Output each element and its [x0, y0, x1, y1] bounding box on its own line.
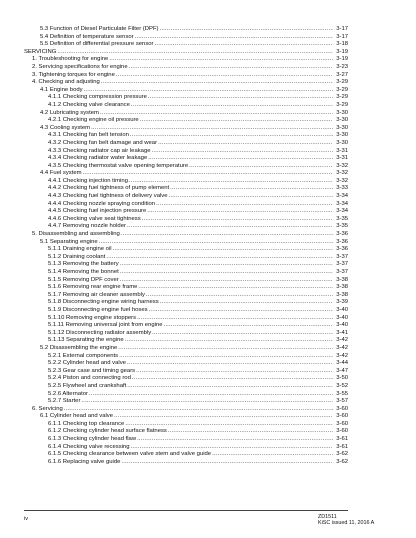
document-info: [318, 514, 374, 527]
toc-entry-page: 3-37: [336, 261, 348, 268]
toc-entry[interactable]: [24, 94, 348, 102]
dot-leader: [91, 125, 333, 133]
dot-leader: [121, 231, 333, 239]
toc-entry-title: 5. Disassembling and assembling: [32, 231, 120, 238]
toc-entry-page: 3-36: [336, 246, 348, 253]
toc-entry-page: 3-32: [336, 170, 348, 177]
dot-leader: [136, 368, 333, 376]
toc-entry-page: 3-33: [336, 185, 348, 192]
toc-entry-page: 3-60: [336, 428, 348, 435]
toc-entry[interactable]: [24, 368, 348, 376]
dot-leader: [130, 132, 333, 140]
dot-leader: [135, 34, 333, 42]
toc-entry-title: SERVICING: [24, 48, 57, 55]
dot-leader: [113, 246, 333, 254]
toc-entry-page: 3-62: [336, 451, 348, 458]
dot-leader: [146, 292, 333, 300]
toc-entry-title: 5.1.3 Removing the battery: [48, 261, 119, 268]
toc-entry-page: 3-39: [336, 299, 348, 306]
toc-entry-page: 3-34: [336, 208, 348, 215]
dot-leader: [137, 315, 333, 323]
toc-entry-page: 3-31: [336, 147, 348, 154]
dot-leader: [212, 451, 333, 459]
toc-entry[interactable]: [24, 155, 348, 163]
toc-entry[interactable]: [24, 163, 348, 171]
toc-entry-page: 3-36: [336, 238, 348, 245]
toc-entry[interactable]: [24, 110, 348, 118]
toc-entry-page: 3-47: [336, 367, 348, 374]
toc-entry-title: 4.3.4 Checking radiator water leakage: [48, 155, 148, 162]
toc-entry[interactable]: [24, 208, 348, 216]
dot-leader: [158, 140, 333, 148]
toc-entry-title: 5.1.7 Removing air cleaner assembly: [48, 291, 145, 298]
dot-leader: [83, 170, 333, 178]
toc-entry-page: 3-40: [336, 314, 348, 321]
dot-leader: [149, 307, 333, 315]
toc-entry[interactable]: [24, 140, 348, 148]
toc-entry[interactable]: [24, 231, 348, 239]
toc-entry-title: 4.1.1 Checking compression pressure: [48, 94, 147, 101]
toc-entry-page: 3-44: [336, 360, 348, 367]
toc-entry-page: 3-19: [336, 48, 348, 55]
dot-leader: [129, 178, 333, 186]
toc-entry[interactable]: [24, 148, 348, 156]
toc-entry-title: 5.3 Function of Diesel Particulate Filter (DPF): [40, 26, 159, 32]
toc-entry-title: 4.4 Fuel system: [40, 170, 82, 177]
dot-leader: [125, 337, 333, 345]
toc-entry-page: 3-42: [336, 337, 348, 344]
toc-entry-title: 4.3.3 Checking radiator cap air leakage: [48, 147, 151, 154]
dot-leader: [148, 94, 333, 102]
toc-entry-title: 6.1.3 Checking cylinder head flaw: [48, 436, 137, 443]
toc-entry-title: 2. Servicing specifications for engine: [32, 63, 128, 70]
toc-entry[interactable]: [24, 87, 348, 95]
dot-leader: [81, 398, 333, 406]
toc-entry[interactable]: [24, 292, 348, 300]
dot-leader: [152, 330, 333, 338]
dot-leader: [156, 201, 333, 209]
toc-entry-title: 4.2.1 Checking engine oil pressure: [48, 117, 139, 124]
toc-entry-title: 5.1.4 Removing the bonnet: [48, 269, 119, 275]
toc-entry[interactable]: [24, 284, 348, 292]
dot-leader: [152, 148, 334, 156]
toc-entry-title: 3. Tightening torques for engine: [32, 71, 115, 78]
toc-entry-title: 5.1 Separating engine: [40, 238, 98, 245]
toc-entry-page: 3-31: [336, 155, 348, 162]
page-number: iv: [24, 516, 29, 522]
toc-entry-title: 5.2.5 Flywheel and crankshaft: [48, 382, 127, 389]
toc-entry-title: 4.4.7 Removing nozzle holder: [48, 223, 126, 230]
dot-leader: [109, 56, 333, 64]
dot-leader: [155, 41, 333, 49]
toc-entry[interactable]: [24, 337, 348, 345]
issue-date: KiSC issued 11, 2016 A: [318, 520, 375, 527]
toc-entry-title: 5.5 Definition of differential pressure sensor: [40, 41, 154, 48]
toc-entry[interactable]: [24, 72, 348, 80]
toc-entry-title: 5.1.5 Removing DPF cover: [48, 276, 119, 283]
toc-entry[interactable]: [24, 49, 348, 57]
toc-entry-title: 5.1.2 Draining coolant: [48, 253, 106, 260]
dot-leader: [120, 269, 333, 277]
dot-leader: [132, 375, 333, 383]
toc-entry-page: 3-37: [336, 269, 348, 275]
toc-entry-title: 5.2.3 Gear case and timing gears: [48, 367, 136, 374]
toc-entry-page: 3-32: [336, 177, 348, 184]
toc-entry[interactable]: [24, 117, 348, 125]
toc-entry[interactable]: [24, 330, 348, 338]
toc-entry-page: 3-55: [336, 390, 348, 397]
toc-entry[interactable]: [24, 413, 348, 421]
toc-entry-title: 6.1.5 Checking clearance between valve stem and valve guide: [48, 451, 212, 458]
toc-entry[interactable]: [24, 56, 348, 64]
toc-entry-page: 3-42: [336, 344, 348, 351]
dot-leader: [131, 444, 333, 452]
dot-leader: [189, 163, 333, 171]
toc-entry-page: 3-23: [336, 63, 348, 70]
toc-entry-title: 5.1.11 Removing universal joint from engine: [48, 322, 163, 329]
toc-entry-title: 4.4.5 Checking fuel injection pressure: [48, 208, 147, 215]
toc-entry[interactable]: [24, 391, 348, 399]
toc-entry[interactable]: [24, 41, 348, 49]
toc-entry-title: 4.3.5 Checking thermostat valve opening temperature: [48, 162, 189, 169]
toc-entry[interactable]: [24, 436, 348, 444]
toc-entry-page: 3-61: [336, 443, 348, 450]
toc-entry-page: 3-35: [336, 223, 348, 230]
toc-entry[interactable]: [24, 239, 348, 247]
toc-entry-title: 5.2.7 Starter: [48, 398, 81, 405]
toc-entry[interactable]: [24, 459, 348, 467]
dot-leader: [142, 216, 333, 224]
toc-entry-title: 6. Servicing: [32, 405, 63, 412]
toc-entry[interactable]: [24, 34, 348, 42]
dot-leader: [138, 284, 333, 292]
toc-entry[interactable]: [24, 64, 348, 72]
toc-entry-page: 3-29: [336, 94, 348, 101]
toc-entry-page: 3-52: [336, 382, 348, 389]
toc-entry-title: 5.4 Definition of temperature sensor: [40, 33, 134, 40]
dot-leader: [114, 413, 333, 421]
dot-leader: [106, 254, 333, 262]
toc-entry-page: 3-40: [336, 306, 348, 313]
toc-entry-page: 3-29: [336, 86, 348, 93]
toc-entry[interactable]: [24, 428, 348, 436]
toc-entry[interactable]: [24, 193, 348, 201]
toc-entry-page: 3-41: [336, 329, 348, 336]
toc-entry-title: 5.2.2 Cylinder head and valve: [48, 360, 126, 367]
toc-entry-title: 4.3 Cooling system: [40, 124, 91, 131]
toc-entry[interactable]: [24, 353, 348, 361]
toc-entry-page: 3-61: [336, 436, 348, 443]
dot-leader: [129, 64, 333, 72]
toc-entry-page: 3-36: [336, 231, 348, 238]
dot-leader: [148, 155, 333, 163]
toc-entry[interactable]: [24, 254, 348, 262]
toc-entry-title: 4.4.3 Checking fuel tightness of delivery valve: [48, 193, 168, 200]
toc-entry[interactable]: [24, 444, 348, 452]
toc-entry-page: 3-29: [336, 101, 348, 108]
dot-leader: [64, 406, 333, 414]
toc-entry-title: 4.1 Engine body: [40, 86, 83, 93]
toc-entry[interactable]: [24, 170, 348, 178]
dot-leader: [131, 102, 333, 110]
toc-entry[interactable]: [24, 216, 348, 224]
toc-entry-page: 3-19: [336, 56, 348, 63]
toc-entry-page: 3-30: [336, 124, 348, 131]
toc-entry-page: 3-60: [336, 405, 348, 412]
dot-leader: [164, 322, 334, 330]
dot-leader: [101, 79, 333, 87]
toc-entry[interactable]: [24, 315, 348, 323]
toc-entry[interactable]: [24, 246, 348, 254]
dot-leader: [99, 239, 333, 247]
toc-entry-page: 3-18: [336, 41, 348, 48]
dot-leader: [140, 117, 333, 125]
toc-entry-page: 3-38: [336, 276, 348, 283]
toc-entry-title: 4. Checking and adjusting: [32, 79, 100, 86]
dot-leader: [170, 185, 333, 193]
toc-entry[interactable]: [24, 360, 348, 368]
dot-leader: [127, 360, 333, 368]
toc-entry-title: 5.2.4 Piston and connecting rod: [48, 375, 131, 382]
toc-entry[interactable]: [24, 421, 348, 429]
toc-entry-title: 4.3.2 Checking fan belt damage and wear: [48, 139, 158, 146]
toc-entry[interactable]: [24, 345, 348, 353]
toc-entry-title: 5.2.6 Alternator: [48, 390, 88, 397]
toc-entry-page: 3-62: [336, 458, 348, 465]
toc-entry-title: 6.1.6 Replacing valve guide: [48, 458, 121, 465]
dot-leader: [84, 87, 333, 95]
toc-entry-title: 5.1.6 Removing rear engine frame: [48, 284, 138, 291]
dot-leader: [100, 110, 333, 118]
toc-entry-title: 4.1.2 Checking valve clearance: [48, 101, 130, 108]
dot-leader: [57, 49, 333, 57]
dot-leader: [120, 261, 333, 269]
toc-entry-title: 6.1 Cylinder head and valve: [40, 413, 114, 420]
toc-entry[interactable]: [24, 307, 348, 315]
toc-entry-page: 3-34: [336, 200, 348, 207]
toc-entry-title: 5.1.10 Removing engine stoppers: [48, 314, 137, 321]
dot-leader: [169, 193, 333, 201]
toc-entry[interactable]: [24, 406, 348, 414]
toc-entry[interactable]: [24, 223, 348, 231]
toc-entry-title: 5.1.9 Disconnecting engine fuel hoses: [48, 306, 148, 313]
toc-entry-page: 3-34: [336, 193, 348, 200]
toc-entry-title: 4.4.4 Checking nozzle spraying condition: [48, 200, 156, 207]
toc-entry-page: 3-37: [336, 253, 348, 260]
toc-entry-title: 4.2 Lubricating system: [40, 109, 99, 116]
toc-entry-page: 3-30: [336, 132, 348, 139]
toc-entry[interactable]: [24, 79, 348, 87]
dot-leader: [127, 223, 333, 231]
toc-entry-page: 3-32: [336, 162, 348, 169]
toc-entry-title: 5.1.8 Disconnecting engine wiring harness: [48, 299, 159, 306]
toc-entry-page: 3-38: [336, 291, 348, 298]
toc-entry[interactable]: [24, 375, 348, 383]
toc-entry-page: 3-30: [336, 117, 348, 124]
toc-entry-page: 3-50: [336, 375, 348, 382]
dot-leader: [147, 208, 333, 216]
toc-entry-title: 6.1.4 Checking valve recessing: [48, 443, 130, 450]
toc-entry[interactable]: [24, 125, 348, 133]
dot-leader: [127, 383, 333, 391]
toc-entry[interactable]: [24, 261, 348, 269]
dot-leader: [121, 459, 333, 467]
toc-entry-page: 3-60: [336, 413, 348, 420]
toc-entry[interactable]: [24, 383, 348, 391]
toc-entry-title: 4.4.2 Checking fuel tightness of pump element: [48, 185, 170, 192]
toc-entry[interactable]: [24, 201, 348, 209]
toc-entry[interactable]: [24, 277, 348, 285]
toc-entry[interactable]: [24, 132, 348, 140]
dot-leader: [89, 391, 333, 399]
dot-leader: [116, 72, 333, 80]
toc-entry[interactable]: [24, 322, 348, 330]
toc-entry-page: 3-40: [336, 322, 348, 329]
toc-entry[interactable]: [24, 178, 348, 186]
dot-leader: [120, 277, 333, 285]
toc-entry-title: 5.1.12 Disconnecting radiator assembly: [48, 329, 152, 336]
toc-entry-page: 3-29: [336, 79, 348, 86]
toc-entry[interactable]: [24, 451, 348, 459]
toc-entry-page: 3-38: [336, 284, 348, 291]
toc-entry-page: 3-27: [336, 71, 348, 78]
toc-entry-title: 5.2 Disassembling the engine: [40, 344, 118, 351]
toc-entry-title: 6.1.1 Checking top clearance: [48, 420, 125, 427]
toc-entry-title: 5.1.1 Draining engine oil: [48, 246, 112, 253]
toc-entry-title: 4.4.6 Checking valve seat tightness: [48, 215, 141, 222]
toc-entry-page: 3-17: [336, 33, 348, 40]
dot-leader: [118, 345, 333, 353]
toc-entry[interactable]: [24, 102, 348, 110]
toc-entry-page: 3-42: [336, 352, 348, 359]
toc-entry-title: 6.1.2 Checking cylinder head surface flatness: [48, 428, 167, 435]
table-of-contents: [24, 26, 348, 466]
toc-entry-title: 1. Troubleshooting for engine: [32, 56, 109, 63]
footer-divider: [24, 510, 348, 511]
dot-leader: [168, 428, 333, 436]
toc-entry-page: 3-35: [336, 215, 348, 222]
toc-entry-page: 3-30: [336, 109, 348, 116]
toc-entry-page: 3-57: [336, 398, 348, 405]
toc-entry-page: 3-30: [336, 139, 348, 146]
toc-entry-title: 5.2.1 External components: [48, 352, 119, 359]
toc-entry[interactable]: [24, 185, 348, 193]
toc-entry-page: 3-60: [336, 420, 348, 427]
toc-entry[interactable]: [24, 398, 348, 406]
dot-leader: [119, 353, 333, 361]
toc-entry-title: 4.4.1 Checking injection timing: [48, 177, 128, 184]
toc-entry[interactable]: [24, 269, 348, 277]
document-code: ZD1511: [318, 514, 337, 520]
dot-leader: [160, 299, 333, 307]
toc-entry[interactable]: [24, 26, 348, 34]
dot-leader: [125, 421, 333, 429]
dot-leader: [137, 436, 333, 444]
toc-entry[interactable]: [24, 299, 348, 307]
toc-entry-title: 4.3.1 Checking fan belt tension: [48, 132, 129, 139]
dot-leader: [160, 26, 333, 34]
toc-entry-page: 3-17: [336, 26, 348, 32]
toc-entry-title: 5.1.13 Separating the engine: [48, 337, 124, 344]
